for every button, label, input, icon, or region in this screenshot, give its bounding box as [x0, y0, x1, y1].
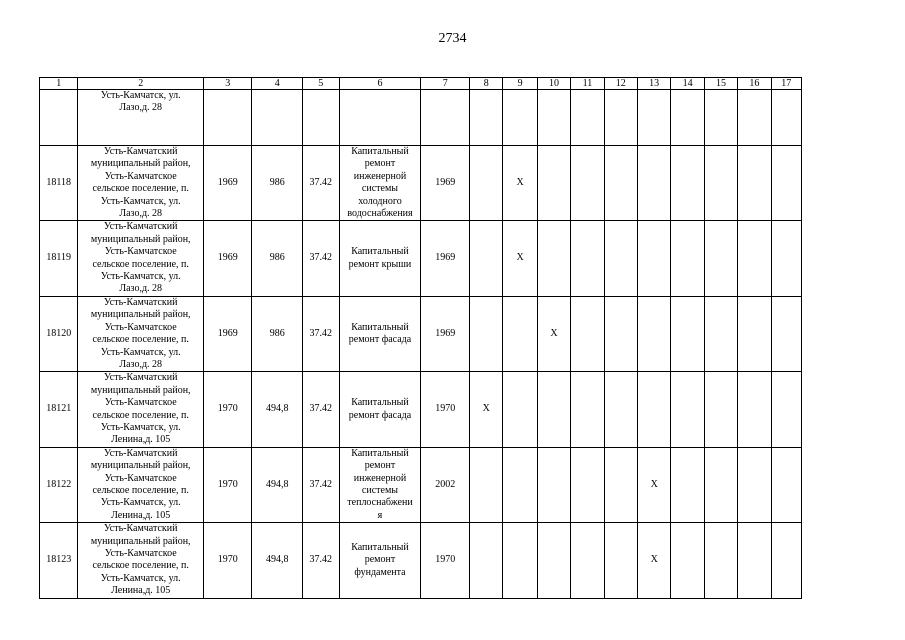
year-last-repair-cell: 1969	[421, 146, 470, 221]
cell	[339, 90, 421, 146]
mark-cell	[637, 296, 670, 371]
mark-cell	[704, 372, 737, 447]
mark-cell	[470, 447, 503, 522]
year-built-cell: 1969	[203, 221, 252, 296]
area-cell: 986	[252, 146, 303, 221]
mark-cell	[637, 146, 670, 221]
repair-program-table	[39, 77, 802, 599]
cell	[421, 90, 470, 146]
mark-cell	[738, 296, 771, 371]
work-type-cell: Капитальный ремонт инженерной системы холодного водоснабжения	[339, 146, 421, 221]
mark-cell	[571, 372, 604, 447]
address-cell: Усть-Камчатский муниципальный район, Усть-Камчатское сельское поселение, п. Усть-Камчатск, ул. Лазо,д. 28	[78, 146, 203, 221]
area-cell: 494,8	[252, 372, 303, 447]
year-built-cell: 1969	[203, 146, 252, 221]
mark-cell	[537, 523, 570, 598]
mark-cell	[470, 146, 503, 221]
address-cell: Усть-Камчатский муниципальный район, Усть-Камчатское сельское поселение, п. Усть-Камчатск, ул. Лазо,д. 28	[78, 296, 203, 371]
mark-cell	[671, 146, 704, 221]
rate-cell: 37.42	[303, 221, 339, 296]
area-cell: 494,8	[252, 523, 303, 598]
area-cell: 986	[252, 296, 303, 371]
continuation-row	[40, 90, 802, 146]
work-type-cell: Капитальный ремонт крыши	[339, 221, 421, 296]
mark-cell	[637, 372, 670, 447]
mark-cell: X	[637, 523, 670, 598]
cell	[738, 90, 771, 146]
mark-cell	[704, 296, 737, 371]
record-id-cell: 18121	[40, 372, 78, 447]
mark-cell	[671, 221, 704, 296]
year-last-repair-cell: 1969	[421, 221, 470, 296]
cell	[704, 90, 737, 146]
record-id-cell: 18118	[40, 146, 78, 221]
mark-cell	[771, 221, 801, 296]
mark-cell	[604, 221, 637, 296]
address-cell: Усть-Камчатск, ул. Лазо,д. 28	[78, 90, 203, 146]
mark-cell	[537, 372, 570, 447]
column-number: 14	[671, 78, 704, 90]
rate-cell: 37.42	[303, 523, 339, 598]
column-number: 15	[704, 78, 737, 90]
mark-cell	[738, 523, 771, 598]
mark-cell	[704, 146, 737, 221]
column-number: 6	[339, 78, 421, 90]
area-cell: 986	[252, 221, 303, 296]
year-built-cell: 1970	[203, 372, 252, 447]
record-id-cell: 18119	[40, 221, 78, 296]
column-number: 12	[604, 78, 637, 90]
cell	[571, 90, 604, 146]
table-row	[40, 146, 802, 221]
address-cell: Усть-Камчатский муниципальный район, Усть-Камчатское сельское поселение, п. Усть-Камчатск, ул. Ленина,д. 105	[78, 447, 203, 522]
column-number: 16	[738, 78, 771, 90]
mark-cell: X	[637, 447, 670, 522]
column-number: 11	[571, 78, 604, 90]
column-number: 8	[470, 78, 503, 90]
mark-cell	[470, 221, 503, 296]
rate-cell: 37.42	[303, 296, 339, 371]
cell	[470, 90, 503, 146]
mark-cell	[604, 146, 637, 221]
mark-cell	[503, 296, 537, 371]
mark-cell	[571, 146, 604, 221]
address-cell: Усть-Камчатский муниципальный район, Усть-Камчатское сельское поселение, п. Усть-Камчатск, ул. Ленина,д. 105	[78, 523, 203, 598]
column-number: 9	[503, 78, 537, 90]
rate-cell: 37.42	[303, 146, 339, 221]
mark-cell: X	[503, 221, 537, 296]
table-row	[40, 372, 802, 447]
column-number: 7	[421, 78, 470, 90]
table-row	[40, 221, 802, 296]
mark-cell	[537, 221, 570, 296]
work-type-cell: Капитальный ремонт фасада	[339, 296, 421, 371]
year-built-cell: 1970	[203, 523, 252, 598]
mark-cell	[537, 146, 570, 221]
mark-cell	[604, 523, 637, 598]
mark-cell	[470, 523, 503, 598]
mark-cell	[571, 523, 604, 598]
mark-cell	[604, 447, 637, 522]
mark-cell	[738, 447, 771, 522]
page-number: 2734	[438, 31, 467, 46]
mark-cell	[738, 372, 771, 447]
record-id-cell: 18120	[40, 296, 78, 371]
mark-cell	[704, 523, 737, 598]
mark-cell	[771, 372, 801, 447]
rate-cell: 37.42	[303, 372, 339, 447]
mark-cell	[604, 296, 637, 371]
mark-cell	[771, 296, 801, 371]
mark-cell	[571, 296, 604, 371]
area-cell: 494,8	[252, 447, 303, 522]
year-last-repair-cell: 1970	[421, 372, 470, 447]
mark-cell	[671, 372, 704, 447]
mark-cell	[738, 146, 771, 221]
year-built-cell: 1970	[203, 447, 252, 522]
mark-cell: X	[470, 372, 503, 447]
column-number: 1	[40, 78, 78, 90]
cell	[252, 90, 303, 146]
cell	[303, 90, 339, 146]
mark-cell	[503, 372, 537, 447]
mark-cell	[537, 447, 570, 522]
mark-cell	[571, 447, 604, 522]
mark-cell	[738, 221, 771, 296]
address-cell: Усть-Камчатский муниципальный район, Усть-Камчатское сельское поселение, п. Усть-Камчатск, ул. Лазо,д. 28	[78, 221, 203, 296]
cell	[537, 90, 570, 146]
mark-cell	[571, 221, 604, 296]
cell	[604, 90, 637, 146]
mark-cell	[503, 447, 537, 522]
column-number: 10	[537, 78, 570, 90]
cell	[503, 90, 537, 146]
column-number-row	[40, 78, 802, 90]
mark-cell: X	[537, 296, 570, 371]
cell	[40, 90, 78, 146]
rate-cell: 37.42	[303, 447, 339, 522]
year-built-cell: 1969	[203, 296, 252, 371]
year-last-repair-cell: 1970	[421, 523, 470, 598]
mark-cell	[671, 447, 704, 522]
year-last-repair-cell: 1969	[421, 296, 470, 371]
mark-cell	[771, 447, 801, 522]
work-type-cell: Капитальный ремонт инженерной системы теплоснабжени я	[339, 447, 421, 522]
table-row	[40, 523, 802, 598]
cell	[671, 90, 704, 146]
mark-cell	[503, 523, 537, 598]
record-id-cell: 18122	[40, 447, 78, 522]
mark-cell	[771, 146, 801, 221]
cell	[203, 90, 252, 146]
address-cell: Усть-Камчатский муниципальный район, Усть-Камчатское сельское поселение, п. Усть-Камчатск, ул. Ленина,д. 105	[78, 372, 203, 447]
column-number: 13	[637, 78, 670, 90]
column-number: 3	[203, 78, 252, 90]
mark-cell: X	[503, 146, 537, 221]
mark-cell	[771, 523, 801, 598]
record-id-cell: 18123	[40, 523, 78, 598]
table-row	[40, 447, 802, 522]
mark-cell	[470, 296, 503, 371]
mark-cell	[704, 221, 737, 296]
cell	[637, 90, 670, 146]
work-type-cell: Капитальный ремонт фундамента	[339, 523, 421, 598]
column-number: 5	[303, 78, 339, 90]
column-number: 17	[771, 78, 801, 90]
cell	[771, 90, 801, 146]
mark-cell	[604, 372, 637, 447]
work-type-cell: Капитальный ремонт фасада	[339, 372, 421, 447]
column-number: 4	[252, 78, 303, 90]
mark-cell	[671, 296, 704, 371]
year-last-repair-cell: 2002	[421, 447, 470, 522]
mark-cell	[671, 523, 704, 598]
column-number: 2	[78, 78, 203, 90]
mark-cell	[637, 221, 670, 296]
table-row	[40, 296, 802, 371]
mark-cell	[704, 447, 737, 522]
